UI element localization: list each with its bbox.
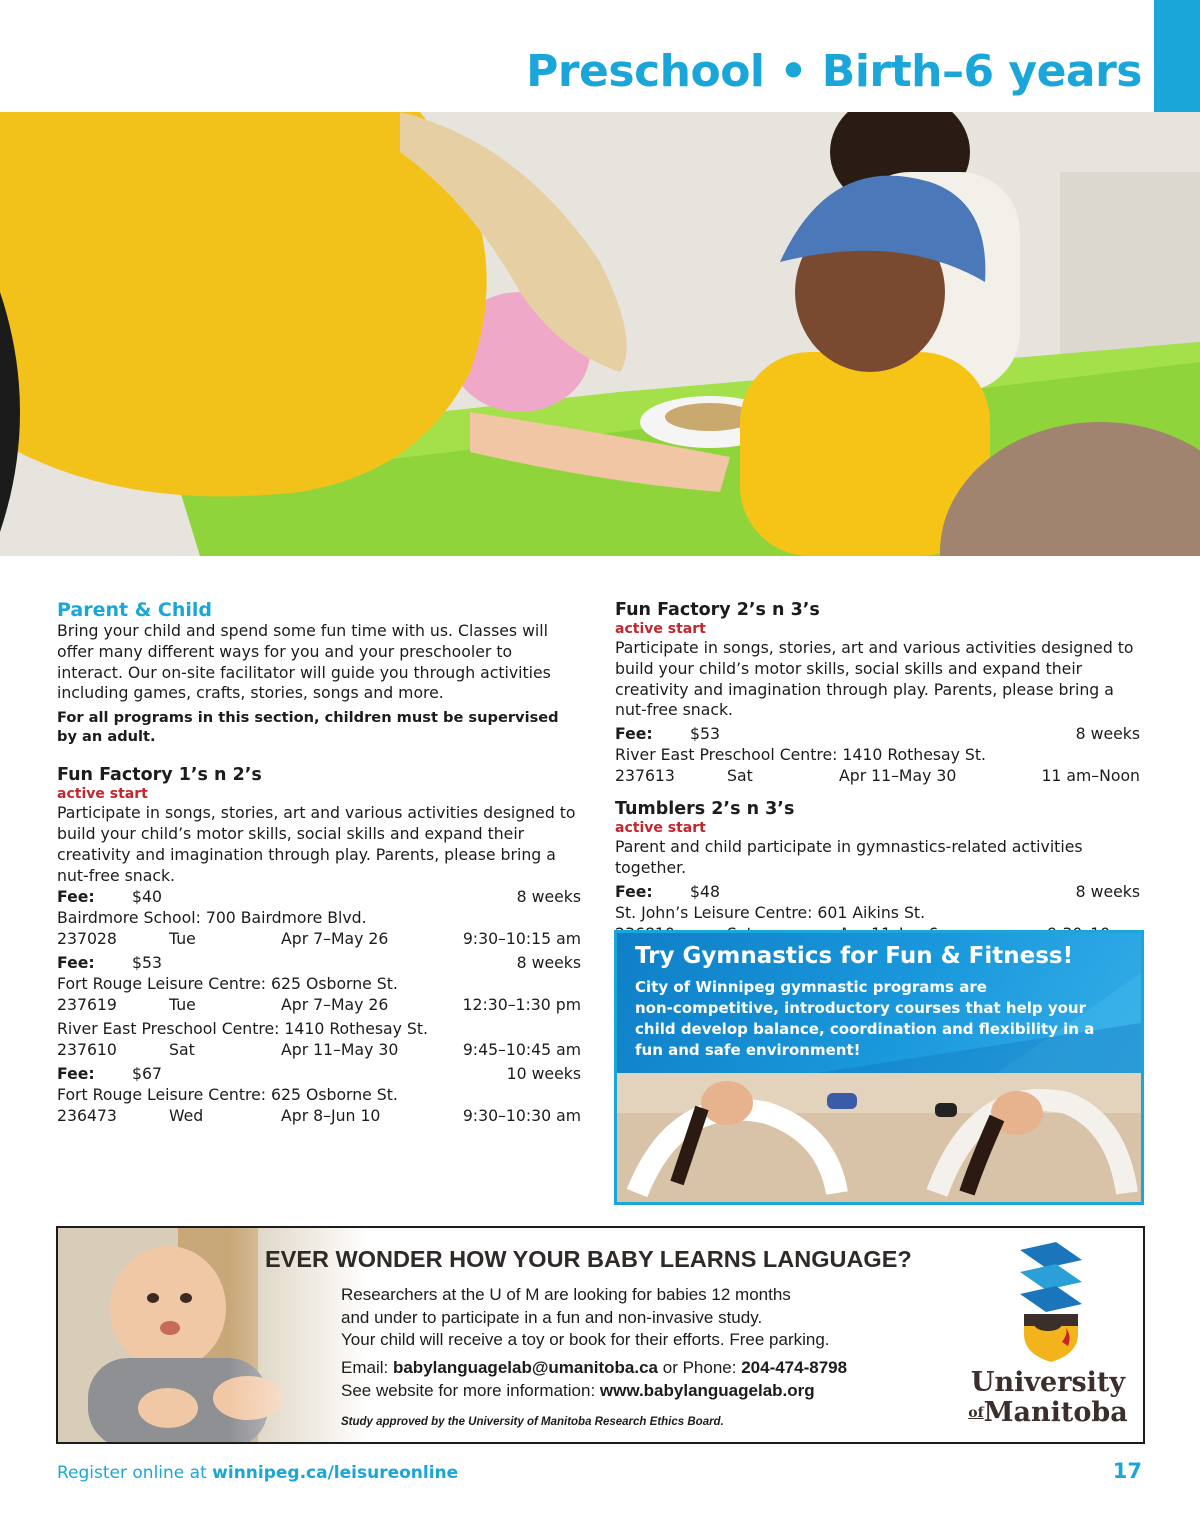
course-code: 237619 (57, 995, 117, 1015)
program-description: Parent and child participate in gymnastics-related activities together. (615, 837, 1083, 877)
fee-duration: 8 weeks (516, 887, 581, 907)
schedule-row (57, 1105, 581, 1126)
promo-banner (617, 933, 1141, 1073)
promo-title: Try Gymnastics for Fun & Fitness! (635, 943, 1074, 969)
location: River East Preschool Centre: 1410 Rothesay St. (615, 745, 987, 765)
website-link[interactable]: www.babylanguagelab.org (599, 1381, 815, 1400)
schedule-row (615, 765, 1140, 786)
location: Bairdmore School: 700 Bairdmore Blvd. (57, 908, 367, 928)
university-name (958, 1368, 1138, 1428)
active-start-tag: active start (615, 820, 706, 837)
course-day: Wed (169, 1106, 204, 1126)
left-column (57, 599, 581, 1126)
ad-line: Your child will receive a toy or book for their efforts. Free parking. (341, 1330, 830, 1349)
promo-line: child develop balance, coordination and flexibility in a (635, 1020, 1095, 1038)
location: St. John’s Leisure Centre: 601 Aikins St. (615, 902, 926, 922)
fee-amount: $40 (132, 887, 162, 907)
course-code: 236473 (57, 1106, 117, 1126)
course-time: 9:30–10:30 am (462, 1106, 581, 1126)
course-code: 237613 (615, 766, 675, 786)
register-link[interactable]: winnipeg.ca/leisureonline (212, 1463, 459, 1483)
fee-duration: 8 weeks (1075, 881, 1140, 901)
ad-body (341, 1284, 830, 1352)
course-day: Sat (169, 1040, 195, 1060)
phone-number[interactable]: 204-474-8798 (741, 1358, 848, 1377)
right-column (615, 599, 1140, 944)
program-title-fun-factory-2-3: Fun Factory 2’s n 3’s (615, 600, 820, 620)
register-text: Register online at (57, 1463, 207, 1483)
program-title-fun-factory-1-2: Fun Factory 1’s n 2’s (57, 765, 262, 786)
course-dates: Apr 11–May 30 (281, 1040, 399, 1060)
ad-line: and under to participate in a fun and non-invasive study. (341, 1307, 763, 1327)
university-name-line1: University (970, 1367, 1126, 1398)
promo-line: fun and safe environment! (635, 1041, 861, 1059)
location: River East Preschool Centre: 1410 Rothesay St. (57, 1019, 429, 1039)
section-title-parent-child: Parent & Child (57, 599, 212, 621)
course-time: 9:30–10:15 am (462, 929, 581, 949)
fee-amount: $53 (690, 724, 720, 744)
university-name-line2 (958, 1398, 1138, 1428)
ad-contact (341, 1356, 847, 1402)
ad-line: Researchers at the U of M are looking for babies 12 months (341, 1285, 791, 1304)
ethics-note: Study approved by the University of Manitoba Research Ethics Board. (341, 1416, 724, 1428)
course-code: 237610 (57, 1040, 117, 1060)
fee-row (615, 723, 1140, 744)
supervision-note: For all programs in this section, children must be supervised by an adult. (57, 709, 559, 746)
phone-label: or Phone: (662, 1358, 737, 1377)
page-title: Preschool • Birth–6 years (526, 46, 1142, 97)
schedule-row (57, 1039, 581, 1060)
course-code: 237028 (57, 929, 117, 949)
fee-row (57, 886, 581, 907)
email-link[interactable]: babylanguagelab@umanitoba.ca (392, 1358, 658, 1377)
page-number: 17 (1112, 1459, 1142, 1483)
university-name-manitoba: Manitoba (983, 1397, 1128, 1428)
promo-line: City of Winnipeg gymnastic programs are (635, 978, 987, 996)
fee-duration: 8 weeks (1075, 724, 1140, 744)
location: Fort Rouge Leisure Centre: 625 Osborne St. (57, 974, 398, 994)
course-time: 12:30–1:30 pm (462, 995, 581, 1015)
fee-label: Fee: (615, 724, 653, 744)
promo-body (635, 977, 1105, 1061)
schedule-row (57, 994, 581, 1015)
research-ad (56, 1226, 1145, 1444)
schedule-row (57, 928, 581, 949)
course-time: 11 am–Noon (1041, 766, 1140, 786)
gymnastics-photo (617, 1073, 1141, 1202)
fee-row (57, 952, 581, 973)
program-description: Participate in songs, stories, art and various activities designed to build your child’s motor skills, social skills and expand their creativity and imagination through play. Parents, please bring a nut-free snack. (57, 803, 576, 885)
promo-line: non-competitive, introductory courses that help your (635, 999, 1086, 1017)
fee-amount: $48 (690, 881, 720, 901)
fee-label: Fee: (57, 953, 95, 973)
location: Fort Rouge Leisure Centre: 625 Osborne St. (57, 1085, 398, 1105)
course-day: Tue (169, 929, 196, 949)
program-description: Participate in songs, stories, art and various activities designed to build your child’s motor skills, social skills and expand their creativity and imagination through play. Parents, please bring a nut-free snack. (615, 638, 1134, 720)
fee-label: Fee: (57, 887, 95, 907)
fee-row (57, 1063, 581, 1084)
course-dates: Apr 7–May 26 (281, 995, 389, 1015)
website-label: See website for more information: (341, 1381, 596, 1400)
university-name-of: of (968, 1405, 984, 1421)
course-dates: Apr 7–May 26 (281, 929, 389, 949)
fee-label: Fee: (615, 881, 653, 901)
fee-amount: $67 (132, 1064, 162, 1084)
fee-duration: 8 weeks (516, 953, 581, 973)
university-crest-icon (1016, 1242, 1086, 1362)
course-day: Sat (727, 766, 753, 786)
header-tab-bar (1154, 0, 1200, 112)
course-dates: Apr 11–May 30 (839, 766, 957, 786)
fee-label: Fee: (57, 1064, 95, 1084)
fee-duration: 10 weeks (506, 1064, 581, 1084)
course-day: Tue (169, 995, 196, 1015)
course-time: 9:45–10:45 am (462, 1040, 581, 1060)
section-intro: Bring your child and spend some fun time with us. Classes will offer many different ways for you and your preschooler to interact. Our on-site facilitator will guide you through activities including games, crafts, stories, songs and more. (57, 621, 551, 703)
register-footer (57, 1463, 458, 1483)
fee-row (615, 881, 1140, 902)
email-label: Email: (341, 1358, 389, 1377)
active-start-tag: active start (615, 621, 706, 637)
active-start-tag: active start (57, 786, 148, 803)
fee-amount: $53 (132, 953, 162, 973)
program-title-tumblers: Tumblers 2’s n 3’s (615, 799, 795, 820)
hero-photo (0, 112, 1200, 556)
ad-headline: EVER WONDER HOW YOUR BABY LEARNS LANGUAGE? (265, 1246, 912, 1272)
course-dates: Apr 8–Jun 10 (281, 1106, 381, 1126)
gymnastics-promo (614, 930, 1144, 1205)
